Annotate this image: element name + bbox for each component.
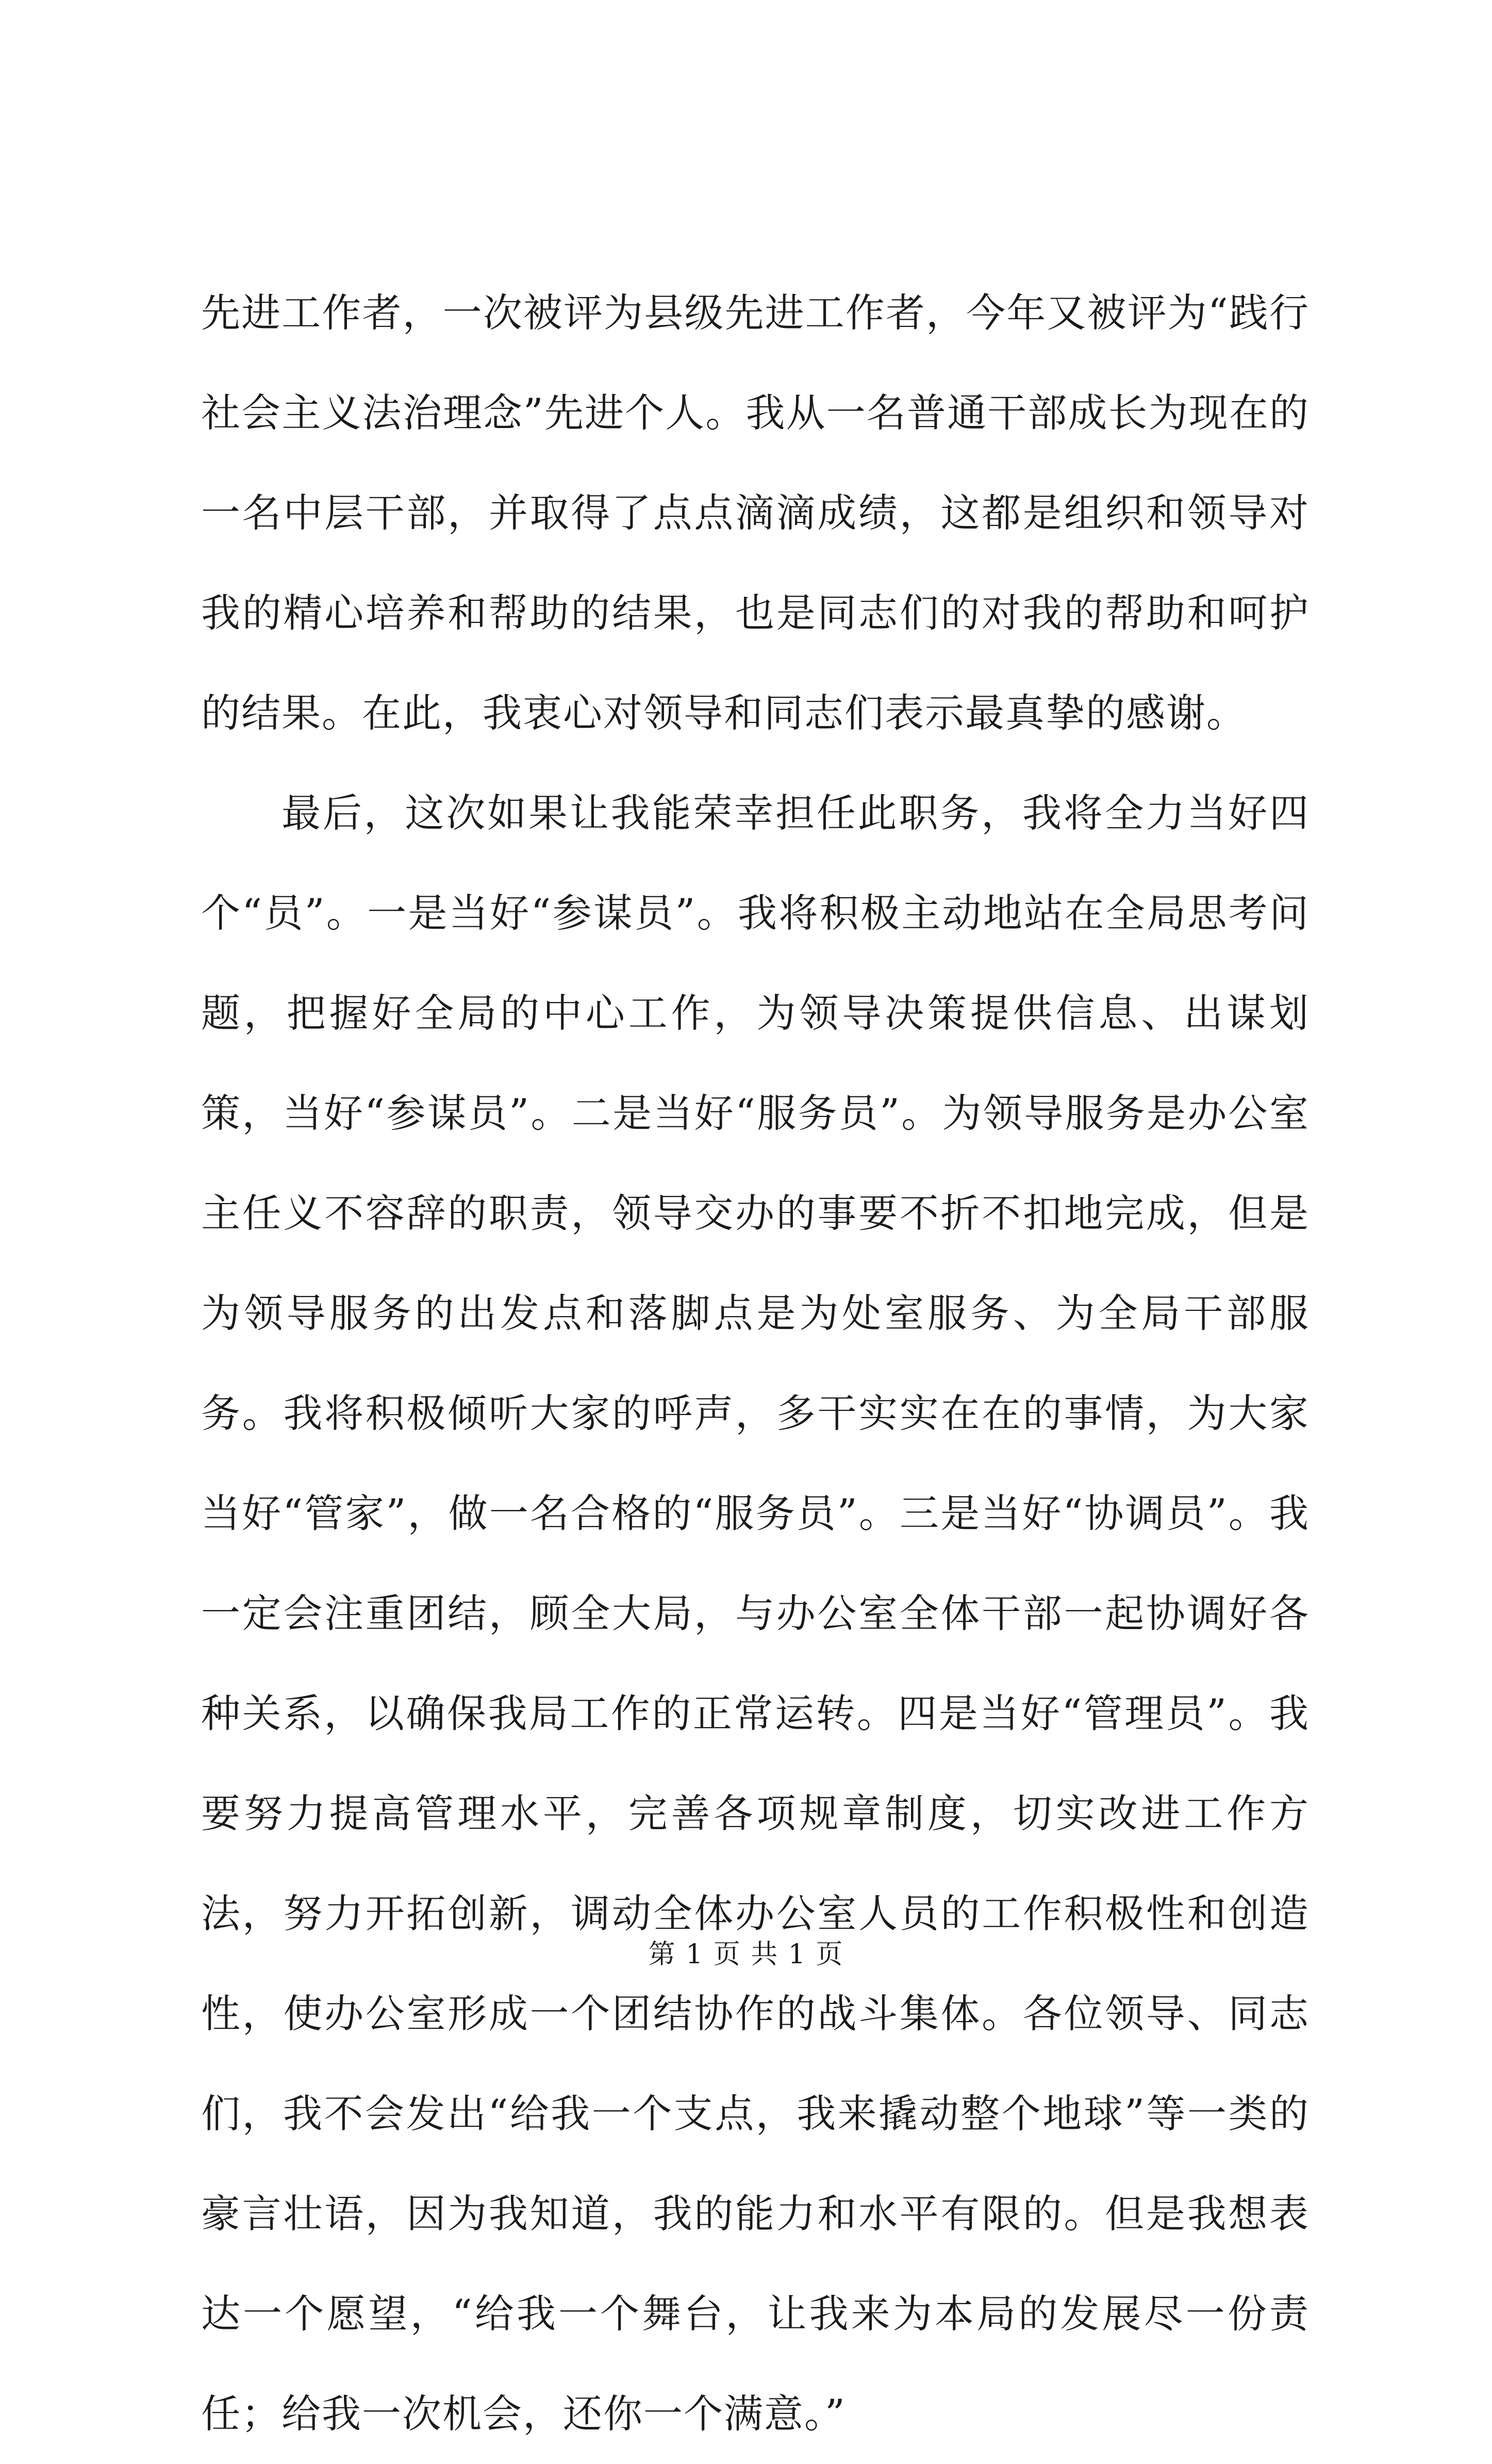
page-footer: 第 1 页 共 1 页 <box>648 1939 844 1970</box>
paragraph-1: 先进工作者，一次被评为县级先进工作者，今年又被评为“践行社会主义法治理念”先进个人。我从一名普通干部成长为现在的一名中层干部，并取得了点点滴滴成绩，这都是组织和领导对我的精心培养和帮助的结果，也是同志们的对我的帮助和呵护的结果。在此，我衷心对领导和同志们表示最真挚的感谢。 <box>201 290 1309 736</box>
paragraph-2: 最后，这次如果让我能荣幸担任此职务，我将全力当好四个“员”。一是当好“参谋员”。我将积极主动地站在全局思考问题，把握好全局的中心工作，为领导决策提供信息、出谋划策，当好“参谋员”。二是当好“服务员”。为领导服务是办公室主任义不容辞的职责，领导交办的事要不折不扣地完成，但是为领导服务的出发点和落脚点是为处室服务、为全局干部服务。我将积极倾听大家的呼声，多干实实在在的事情，为大家当好“管家”，做一名合格的“服务员”。三是当好“协调员”。我一定会注重团结，顾全大局，与办公室全体干部一起协调好各种关系，以确保我局工作的正常运转。四是当好“管理员”。我要努力提高管理水平，完善各项规章制度，切实改进工作方法，努力开拓创新，调动全体办公室人员的工作积极性和创造性，使办公室形成一个团结协作的战斗集体。各位领导、同志们，我不会发出“给我一个支点，我来撬动整个地球”等一类的豪言壮语，因为我知道，我的能力和水平有限的。但是我想表达一个愿望，“给我一个舞台，让我来为本局的发展尽一份责任；给我一次机会，还你一个满意。” <box>201 790 1309 2437</box>
document-body <box>201 263 1309 2464</box>
